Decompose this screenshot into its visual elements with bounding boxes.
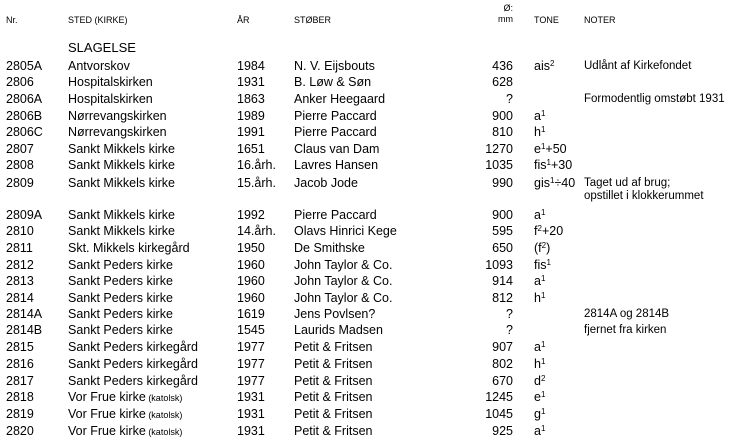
cell-tone-octave: 2 [540,374,546,383]
cell-tone-note: a [534,208,541,222]
cell-tone [534,389,545,405]
cell-aar: 14.årh. [237,224,276,238]
table-row [0,290,735,306]
cell-tone [534,58,554,74]
cell-sted-name: Antvorskov [68,59,130,73]
cell-sted [68,306,173,322]
cell-sted [68,257,173,273]
cell-sted-name: Sankt Peders kirke [68,258,173,272]
header-sted: STED (KIRKE) [68,15,128,25]
cell-nr: 2811 [6,241,33,255]
cell-sted-name: Sankt Peders kirkegård [68,357,198,371]
cell-tone [534,339,545,355]
cell-nr: 2807 [6,142,34,156]
table-row [0,389,735,405]
cell-diameter: 1245 [485,390,513,404]
cell-tone-note: a [534,274,541,288]
cell-aar: 1619 [237,307,265,321]
cell-sted-name: Hospitalskirken [68,92,153,106]
cell-sted [68,141,175,157]
cell-stober: B. Løw & Søn [294,75,372,89]
cell-diameter: 900 [492,109,513,123]
cell-tone-octave: 1 [546,158,551,167]
cell-nr: 2819 [6,407,34,421]
cell-sted [68,273,173,289]
cell-tone [534,141,567,157]
cell-stober: Jacob Jode [294,176,358,190]
table-row [0,423,735,439]
table-row [0,124,735,140]
cell-aar: 1950 [237,241,265,255]
table-row [0,58,735,74]
header-diameter [489,3,513,25]
cell-diameter: 1035 [485,158,513,172]
cell-aar: 1931 [237,75,265,89]
cell-diameter: 925 [492,424,513,438]
cell-tone [534,124,545,140]
cell-sted [68,339,198,355]
cell-sted [68,175,175,191]
cell-diameter: 812 [492,291,513,305]
cell-tone-note: fis [534,158,547,172]
cell-tone-octave: 1 [546,258,551,267]
cell-sted-name: Sankt Mikkels kirke [68,208,175,222]
table-row [0,240,735,256]
header-aar: ÅR [237,15,250,25]
cell-stober: Petit & Fritsen [294,340,373,354]
table-row [0,223,735,239]
cell-nr: 2809A [6,208,43,222]
cell-nr: 2809 [6,176,34,190]
cell-sted [68,74,153,90]
cell-diameter: 1093 [485,258,513,272]
cell-sted-name: Sankt Peders kirkegård [68,374,198,388]
header-tone: TONE [534,15,559,25]
cell-tone-deviation: +50 [545,142,567,156]
cell-stober: John Taylor & Co. [294,274,393,288]
cell-diameter: 802 [492,357,513,371]
cell-stober: John Taylor & Co. [294,258,393,272]
cell-sted [68,91,153,107]
table-row [0,257,735,273]
cell-sted [68,389,182,406]
cell-tone [534,207,545,223]
header-noter: NOTER [584,15,616,25]
cell-nr: 2814 [6,291,34,305]
cell-tone-deviation: ) [546,241,551,255]
cell-aar: 1960 [237,291,265,305]
cell-sted-name: Sankt Peders kirkegård [68,340,198,354]
cell-tone-note: f [534,224,538,238]
cell-sted-name: Nørrevangskirken [68,109,167,123]
cell-sted-note: (katolsk) [145,427,183,437]
cell-tone-deviation: +20 [541,224,564,238]
cell-tone [534,108,545,124]
cell-aar: 1977 [237,374,265,388]
cell-tone [534,290,545,306]
table-row [0,406,735,422]
cell-tone [534,257,551,273]
cell-tone-octave: 1 [540,340,546,349]
cell-aar: 1960 [237,274,265,288]
cell-stober: Petit & Fritsen [294,424,373,438]
cell-stober: Petit & Fritsen [294,390,373,404]
cell-nr: 2818 [6,390,34,404]
cell-tone-octave: 1 [540,208,546,217]
cell-tone-note: h [534,357,541,371]
cell-tone-note: a [534,424,541,438]
cell-sted-name: Sankt Mikkels kirke [68,142,175,156]
cell-stober: Laurids Madsen [294,323,383,337]
cell-tone [534,175,575,191]
cell-sted [68,207,175,223]
cell-diameter: 914 [492,274,513,288]
table-row [0,356,735,372]
cell-diameter: 650 [492,241,513,255]
cell-tone-note: e [534,390,541,404]
cell-tone-note: a [534,109,541,123]
table-row [0,175,735,202]
cell-sted-name: Vor Frue kirke [68,390,146,404]
table-row [0,207,735,223]
cell-stober: Pierre Paccard [294,208,377,222]
cell-aar: 1931 [237,390,265,404]
cell-tone-note: ais [534,59,550,73]
cell-sted [68,108,167,124]
cell-nr: 2813 [6,274,34,288]
cell-noter: Formodentlig omstøbt 1931 [584,93,725,105]
cell-tone-octave: 1 [540,125,546,134]
cell-stober: Pierre Paccard [294,109,377,123]
cell-nr: 2810 [6,224,34,238]
cell-sted [68,356,198,372]
cell-stober: Pierre Paccard [294,125,377,139]
cell-tone-octave: 1 [540,390,546,399]
cell-tone-note: h [534,291,541,305]
cell-sted [68,240,190,256]
cell-aar: 1931 [237,424,265,438]
cell-tone [534,240,550,256]
cell-aar: 1977 [237,340,265,354]
cell-noter: 2814A og 2814B [584,308,670,320]
cell-diameter: 990 [492,176,513,190]
cell-diameter: 900 [492,208,513,222]
cell-sted [68,406,182,423]
cell-sted [68,223,175,239]
cell-aar: 16.årh. [237,158,276,172]
table-row [0,108,735,124]
table-row [0,373,735,389]
cell-diameter: ? [506,92,513,106]
cell-nr: 2814B [6,323,43,337]
cell-stober: Claus van Dam [294,142,380,156]
cell-tone-octave: 1 [540,357,546,366]
cell-sted [68,322,173,338]
cell-diameter: 810 [492,125,513,139]
cell-nr: 2815 [6,340,34,354]
cell-tone-deviation: ÷40 [554,176,576,190]
cell-sted [68,157,175,173]
cell-aar: 1863 [237,92,265,106]
cell-sted-name: Sankt Peders kirke [68,291,173,305]
cell-noter: fjernet fra kirken [584,324,667,336]
cell-nr: 2814A [6,307,43,321]
cell-tone [534,356,545,372]
table-row [0,74,735,90]
cell-nr: 2820 [6,424,34,438]
cell-tone-octave: 2 [541,241,547,250]
cell-diameter: 1270 [485,142,513,156]
cell-sted-name: Hospitalskirken [68,75,153,89]
cell-tone-note: e [534,142,541,156]
cell-tone-note: gis [534,176,550,190]
table-row [0,157,735,173]
cell-aar: 1977 [237,357,265,371]
cell-sted-name: Sankt Peders kirke [68,307,173,321]
cell-tone-octave: 1 [540,424,546,433]
cell-sted [68,290,173,306]
header-diameter-unit: mm [498,14,513,24]
cell-aar: 15.årh. [237,176,276,190]
cell-tone [534,373,545,389]
cell-tone-octave: 2 [549,59,555,68]
cell-sted-name: Sankt Mikkels kirke [68,158,175,172]
cell-diameter: 907 [492,340,513,354]
cell-stober: N. V. Eijsbouts [294,59,375,73]
cell-tone-deviation: +30 [550,158,573,172]
cell-sted [68,373,198,389]
cell-diameter: 628 [492,75,513,89]
cell-diameter: 595 [492,224,513,238]
cell-diameter: 1045 [485,407,513,421]
cell-stober: Lavres Hansen [294,158,379,172]
cell-diameter: ? [506,323,513,337]
cell-sted-name: Sankt Peders kirke [68,274,173,288]
cell-sted-name: Sankt Mikkels kirke [68,176,175,190]
cell-nr: 2812 [6,258,34,272]
cell-aar: 1984 [237,59,265,73]
cell-stober: De Smithske [294,241,365,255]
cell-stober: Jens Povlsen? [294,307,376,321]
cell-tone-octave: 1 [540,142,546,151]
cell-diameter: 670 [492,374,513,388]
cell-sted-name: Vor Frue kirke [68,424,146,438]
table-row [0,339,735,355]
cell-nr: 2817 [6,374,34,388]
cell-stober: Petit & Fritsen [294,374,373,388]
cell-tone-note: d [534,374,541,388]
header-diameter-symbol: Ø: [503,3,513,13]
table-row [0,322,735,338]
cell-tone [534,273,545,289]
cell-sted-name: Skt. Mikkels kirkegård [68,241,190,255]
cell-tone-octave: 1 [540,274,546,283]
cell-diameter: 436 [492,59,513,73]
cell-tone-octave: 1 [540,291,546,300]
cell-sted [68,423,182,440]
table-row [0,91,735,107]
cell-noter: Udlånt af Kirkefondet [584,60,692,72]
cell-aar: 1989 [237,109,265,123]
cell-sted-note: (katolsk) [145,393,183,403]
cell-sted [68,58,130,74]
section-title: SLAGELSE [68,40,136,55]
table-row [0,141,735,157]
cell-stober: Olavs Hinrici Kege [294,224,397,238]
cell-stober: Anker Heegaard [294,92,386,106]
cell-stober: John Taylor & Co. [294,291,393,305]
cell-aar: 1545 [237,323,265,337]
cell-noter: Taget ud af brug; [584,177,671,189]
cell-tone-octave: 2 [537,224,542,233]
cell-noter-line2: opstillet i klokkerummet [584,190,704,202]
cell-sted-name: Sankt Mikkels kirke [68,224,175,238]
cell-aar: 1992 [237,208,265,222]
cell-sted-name: Nørrevangskirken [68,125,167,139]
cell-aar: 1991 [237,125,265,139]
cell-nr: 2806 [6,75,34,89]
cell-tone-note: fis [534,258,547,272]
cell-tone [534,406,545,422]
cell-tone-note: (f [534,241,542,255]
table-row [0,306,735,322]
cell-stober: Petit & Fritsen [294,407,373,421]
cell-nr: 2805A [6,59,43,73]
cell-nr: 2806C [6,125,43,139]
cell-tone-octave: 1 [540,109,546,118]
cell-tone-octave: 1 [549,176,555,185]
cell-tone [534,423,545,439]
cell-sted-name: Vor Frue kirke [68,407,146,421]
header-nr: Nr. [6,15,18,25]
cell-sted-name: Sankt Peders kirke [68,323,173,337]
cell-nr: 2806A [6,92,43,106]
cell-nr: 2806B [6,109,43,123]
cell-aar: 1651 [237,142,265,156]
header-stober: STØBER [294,15,332,25]
cell-nr: 2816 [6,357,34,371]
cell-aar: 1931 [237,407,265,421]
cell-sted-note: (katolsk) [145,410,183,420]
cell-tone-note: h [534,125,541,139]
cell-tone [534,223,563,239]
cell-sted [68,124,167,140]
cell-tone [534,157,572,173]
cell-stober: Petit & Fritsen [294,357,373,371]
table-row [0,273,735,289]
cell-tone-octave: 1 [540,407,546,416]
cell-aar: 1960 [237,258,265,272]
cell-nr: 2808 [6,158,34,172]
cell-tone-note: g [534,407,541,421]
cell-diameter: ? [506,307,513,321]
cell-tone-note: a [534,340,541,354]
